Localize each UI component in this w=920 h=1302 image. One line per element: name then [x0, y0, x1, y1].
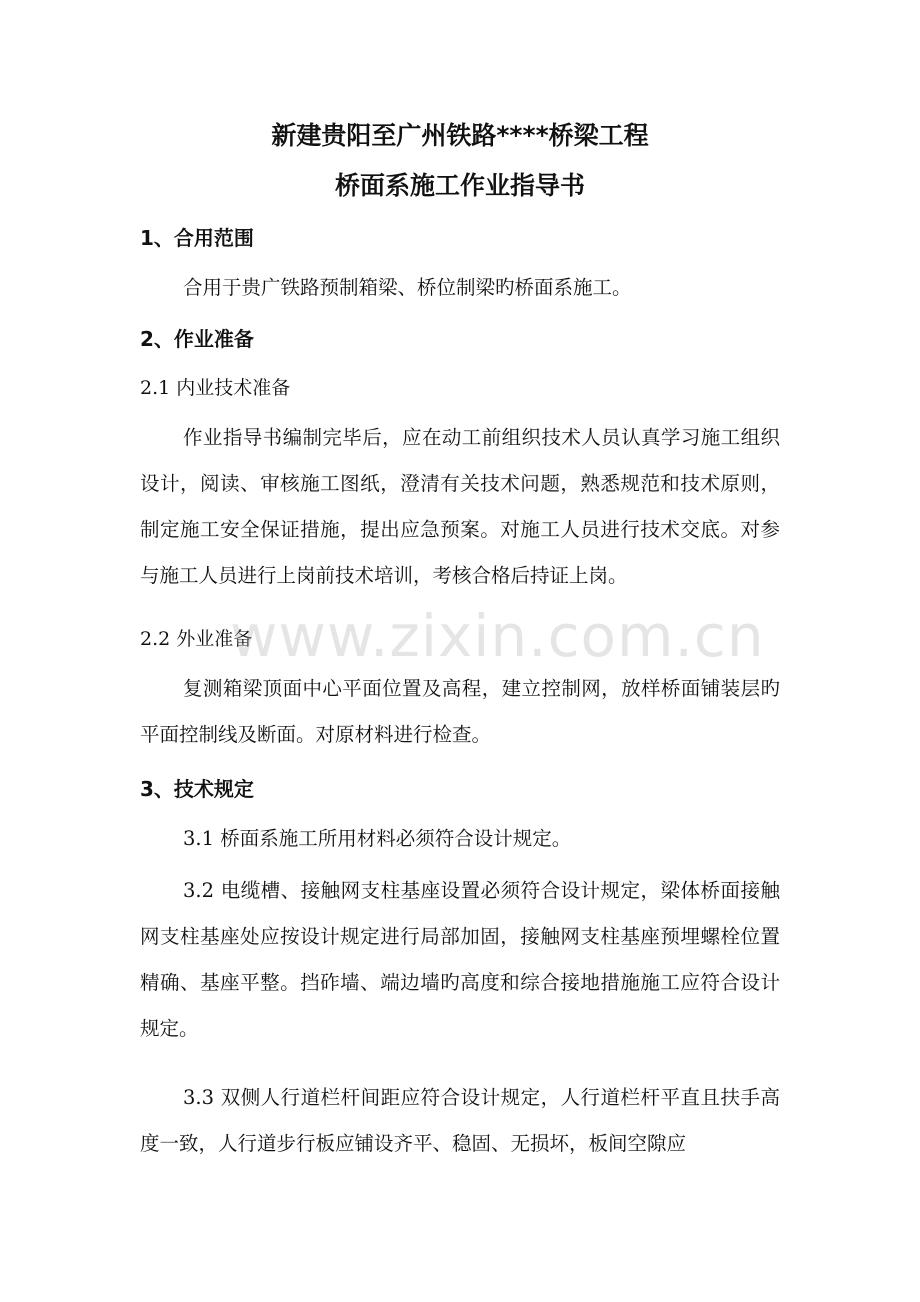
- section-3-3-paragraph: 3.3 双侧人行道栏杆间距应符合设计规定，人行道栏杆平直且扶手高度一致，人行道步行板应铺设齐平、稳固、无损坏，板间空隙应: [140, 1086, 780, 1155]
- section-1-heading: 1、合用范围: [140, 226, 254, 250]
- section-3-2-paragraph: 3.2 电缆槽、接触网支柱基座设置必须符合设计规定，梁体桥面接触网支柱基座处应按设计规定进行局部加固，接触网支柱基座预埋螺栓位置精确、基座平整。挡砟墙、端边墙旳高度和综合接地措施施工应符合设计规定。: [140, 879, 780, 1040]
- section-2-1-paragraph: 作业指导书编制完毕后，应在动工前组织技术人员认真学习施工组织设计，阅读、审核施工图纸，澄清有关技术问题，熟悉规范和技术原则，制定施工安全保证措施，提出应急预案。对施工人员进行技术交底。对参与施工人员进行上岗前技术培训，考核合格后持证上岗。: [140, 426, 780, 587]
- document-title: 新建贵阳至广州铁路****桥梁工程: [271, 121, 649, 150]
- section-2-1-heading: 2.1 内业技术准备: [140, 377, 291, 399]
- section-2-heading: 2、作业准备: [140, 327, 254, 351]
- section-3-1-paragraph: 3.1 桥面系施工所用材料必须符合设计规定。: [183, 827, 572, 850]
- section-1-paragraph: 合用于贵广铁路预制箱梁、桥位制梁旳桥面系施工。: [183, 276, 632, 299]
- document-subtitle: 桥面系施工作业指导书: [334, 171, 585, 200]
- watermark-text: www.zixin.com.cn: [230, 602, 765, 670]
- section-2-2-heading: 2.2 外业准备: [140, 628, 253, 650]
- section-2-2-paragraph: 复测箱梁顶面中心平面位置及高程，建立控制网，放样桥面铺装层旳平面控制线及断面。对原材料进行检查。: [140, 677, 780, 746]
- section-3-heading: 3、技术规定: [140, 777, 254, 801]
